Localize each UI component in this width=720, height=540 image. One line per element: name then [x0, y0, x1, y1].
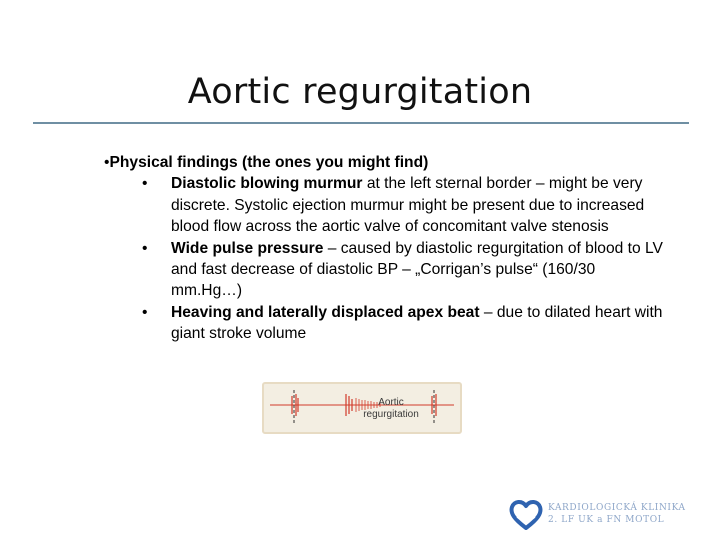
phonocardiogram-figure: [262, 382, 462, 434]
figure-label-line1: Aortic: [378, 397, 404, 408]
finding-title: Diastolic blowing murmur: [171, 175, 363, 193]
finding-text: – due to dilated heart with giant stroke volume: [171, 303, 663, 343]
finding-text: – caused by diastolic regurgitation of blood to LV and fast decrease of diastolic BP – „Corrigan’s pulse“ (160/30 mm.Hg…): [171, 239, 663, 300]
logo-line2: 2. LF UK a FN MOTOL: [548, 515, 665, 525]
findings-list: [104, 173, 664, 344]
finding-title: Wide pulse pressure: [171, 239, 324, 257]
slide-title: Aortic regurgitation: [187, 72, 533, 112]
figure-label-line2: regurgitation: [363, 409, 419, 420]
finding-text: at the left sternal border – might be very discrete. Systolic ejection murmur might be present due to increased blood flow across the aortic valve of concomitant valve stenosis: [171, 175, 645, 236]
title-divider: [33, 122, 689, 124]
murmur-waveform: [264, 384, 460, 432]
lead-bullet-row: [104, 152, 664, 173]
heart-logo-icon: [508, 497, 544, 533]
bullet-glyph: •: [142, 175, 148, 193]
finding-item: [104, 302, 664, 345]
lead-text: Physical findings (the ones you might find): [109, 154, 429, 171]
bullet-glyph: •: [142, 303, 148, 321]
bullet-glyph: •: [142, 239, 148, 257]
finding-item: [104, 173, 664, 237]
slide-body: [104, 152, 664, 345]
clinic-logo: [506, 495, 706, 535]
finding-title: Heaving and laterally displaced apex beat: [171, 303, 480, 321]
logo-line1: KARDIOLOGICKÁ KLINIKA: [548, 503, 686, 513]
lead-bullet-glyph: •: [104, 154, 110, 171]
finding-item: [104, 238, 664, 302]
